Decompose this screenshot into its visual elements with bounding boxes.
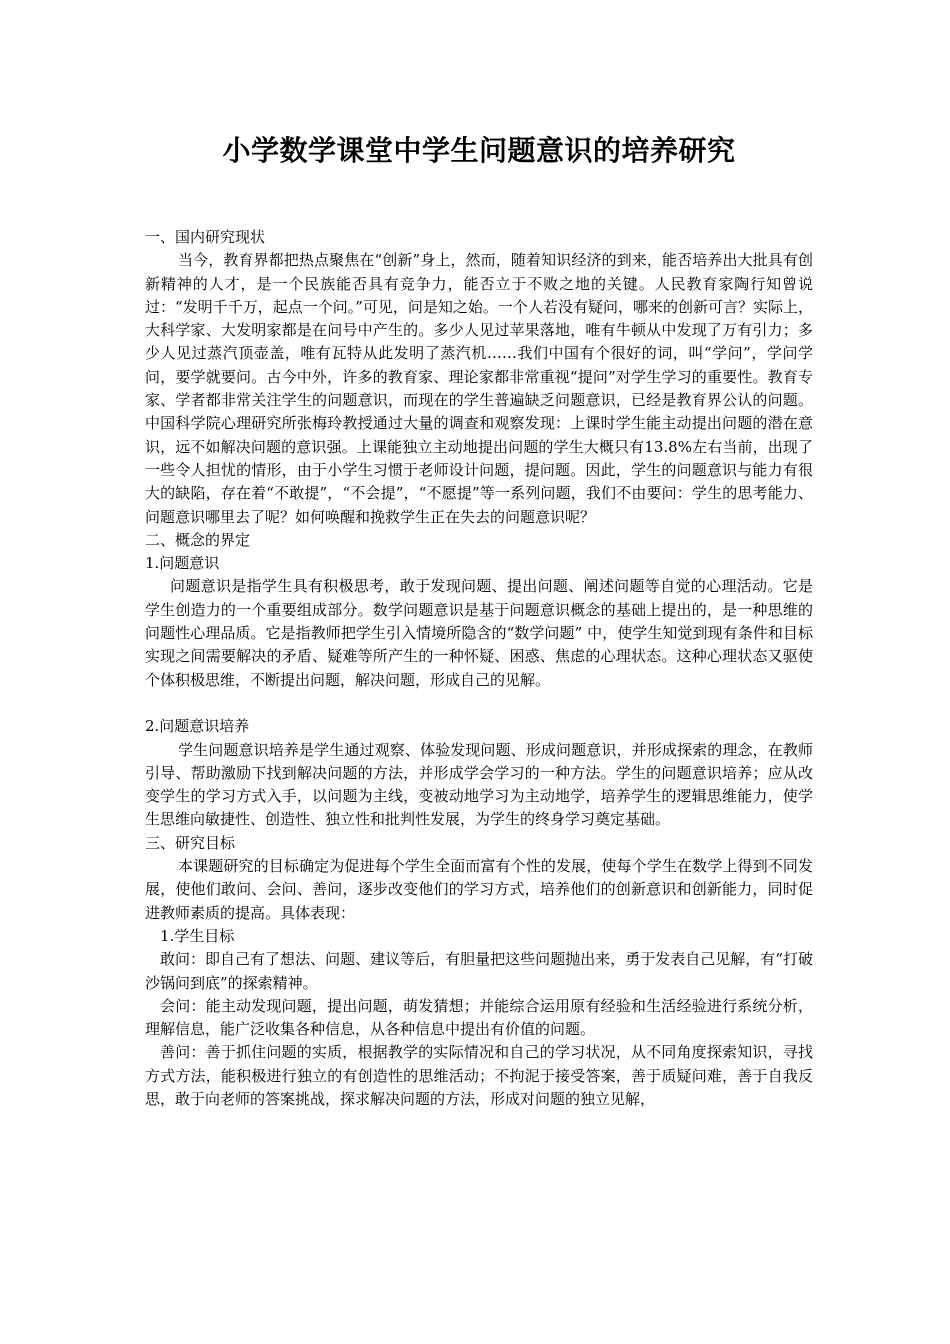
subheading-problem-awareness: 1.问题意识	[145, 554, 220, 573]
section-heading-research-goals: 三、研究目标	[145, 833, 236, 852]
paragraph-problem-awareness: 问题意识是指学生具有积极思考，敢于发现问题、提出问题、阐述问题等自觉的心理活动。它是学生创造力的一个重要组成部分。数学问题意识是基于问题意识概念的基础上提出的，是一种思维的问题性心理品质。它是指教师把学生引入情境所隐含的“数学问题” 中，使学生知觉到现有条件和目标实现之间需要解决的矛盾、疑难等所产生的一种怀疑、困惑、焦虑的心理状态。这种心理状态又驱使个体积极思维，不断提出问题，解决问题，形成自己的见解。	[145, 577, 813, 689]
document-title: 小学数学课堂中学生问题意识的培养研究	[222, 134, 736, 167]
subheading-awareness-cultivation: 2.问题意识培养	[145, 717, 250, 736]
subheading-student-goals: 1.学生目标	[160, 926, 235, 945]
paragraph-research-goals: 本课题研究的目标确定为促进每个学生全面而富有个性的发展，使每个学生在数学上得到不同发展，使他们敢问、会问、善问，逐步改变他们的学习方式，培养他们的创新意识和创新能力，同时促进教师素质的提高。具体表现：	[145, 857, 813, 922]
blank-line	[145, 692, 813, 715]
section-heading-concept-definition: 二、概念的界定	[145, 530, 251, 549]
paragraph-dare-to-ask: 敢问：即自己有了想法、问题、建议等后，有胆量把这些问题抛出来，勇于发表自己见解，有“打破沙锅问到底”的探索精神。	[145, 950, 813, 992]
document-body	[145, 226, 813, 1111]
paragraph-awareness-cultivation: 学生问题意识培养是学生通过观察、体验发现问题、形成问题意识，并形成探索的理念，在教师引导、帮助激励下找到解决问题的方法，并形成学会学习的一种方法。学生的问题意识培养；应从改变学生的学习方式入手，以问题为主线，变被动地学习为主动地学，培养学生的逻辑思维能力，使学生思维向敏捷性、创造性、独立性和批判性发展，为学生的终身学习奠定基础。	[145, 740, 813, 829]
paragraph-able-to-ask: 会问：能主动发现问题，提出问题，萌发猜想；并能综合运用原有经验和生活经验进行系统分析，理解信息，能广泛收集各种信息，从各种信息中提出有价值的问题。	[145, 996, 813, 1039]
paragraph-good-at-asking: 善问：善于抓住问题的实质，根据教学的实际情况和自己的学习状况，从不同角度探索知识，寻找方式方法，能积极进行独立的有创造性的思维活动；不拘泥于接受答案，善于质疑问难，善于自我反思，敢于向老师的答案挑战，探求解决问题的方法，形成对问题的独立见解，	[145, 1043, 813, 1108]
section-heading-domestic-research: 一、国内研究现状	[145, 228, 266, 246]
paragraph-domestic-research: 当今，教育界都把热点聚焦在“创新”身上，然而，随着知识经济的到来，能否培养出大批具有创新精神的人才，是一个民族能否具有竞争力，能否立于不败之地的关键。人民教育家陶行知曾说过：“发明千千万，起点一个问。”可见，问是知之始。一个人若没有疑问，哪来的创新可言？实际上，大科学家、大发明家都是在问号中产生的。多少人见过苹果落地，唯有牛顿从中发现了万有引力；多少人见过蒸汽顶壶盖，唯有瓦特从此发明了蒸汽机……我们中国有个很好的词，叫“学问”，学问学问，要学就要问。古今中外，许多的教育家、理论家都非常重视“提问”对学生学习的重要性。教育专家、学者都非常关注学生的问题意识，而现在的学生普遍缺乏问题意识，已经是教育界公认的问题。中国科学院心理研究所张梅玲教授通过大量的调查和观察发现：上课时学生能主动提出问题的潜在意识，远不如解决问题的意识强。上课能独立主动地提出问题的学生大概只有13.8%左右当前，出现了一些令人担忧的情形，由于小学生习惯于老师设计问题，提问题。因此，学生的问题意识与能力有很大的缺陷，存在着“不敢提”，“不会提”，“不愿提”等一系列问题，我们不由要问：学生的思考能力、问题意识哪里去了呢？如何唤醒和挽救学生正在失去的问题意识呢？	[145, 251, 813, 526]
